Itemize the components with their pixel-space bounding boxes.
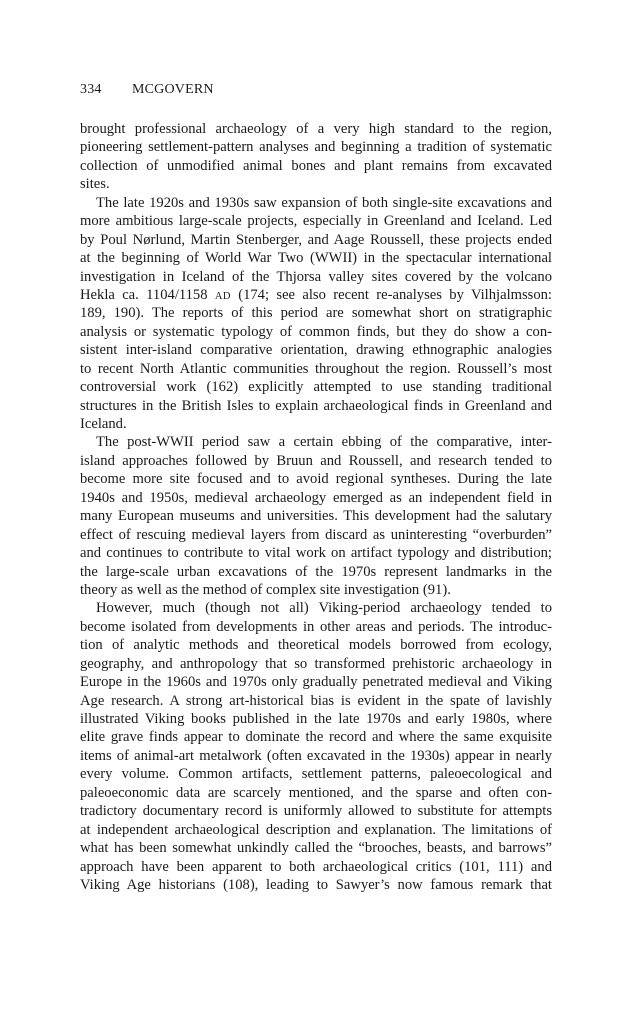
text-line: items of animal-art metalwork (often excavated in the 1930s) appear in nearly [80,747,552,764]
text-line: pioneering settlement-pattern analyses and beginning a tradition of systematic [80,139,552,156]
text-line: collection of unmodified animal bones and plant remains from excavated [80,157,552,174]
text-line: by Poul Nørlund, Martin Stenberger, and Aage Roussell, these projects ended [80,231,552,248]
running-title: MCGOVERN [132,82,214,97]
text-line: The post-WWII period saw a certain ebbing of the comparative, inter- [96,434,552,451]
text-line: illustrated Viking books published in the late 1970s and early 1980s, where [80,711,552,727]
text-line: Viking Age historians (108), leading to Sawyer’s now famous remark that [80,876,552,893]
text-line: Iceland. [80,416,127,432]
text-line: analysis or systematic typology of common finds, but they do show a con- [80,323,552,340]
text-line: at the beginning of World War Two (WWII) in the spectacular international [80,250,552,267]
text-line: island approaches followed by Bruun and Roussell, and research tended to [80,452,552,469]
text-line: become more site focused and to avoid regional syntheses. During the late [80,471,552,488]
text-line: Age research. A strong art-historical bias is evident in the spate of lavishly [80,692,552,709]
text-line: what has been somewhat unkindly called the “brooches, beasts, and barrows” [80,840,552,857]
text-line: Europe in the 1960s and 1970s only gradually penetrated medieval and Viking [80,674,552,691]
text-line: geography, and anthropology that so transformed prehistoric archaeology in [80,655,552,672]
text-line: many European museums and universities. This development had the salutary [80,508,552,525]
text-line: and continues to contribute to vital work on artifact typology and distribution; [80,545,552,562]
running-header [80,82,214,98]
text-line: 1940s and 1950s, medieval archaeology emerged as an independent field in [80,489,552,506]
text-line: sites. [80,176,110,193]
text-line: at independent archaeological description and explanation. The limitations of [80,821,552,838]
text-line: sistent inter-island comparative orientation, drawing ethnographic analogies [80,342,552,359]
text-line: to recent North Atlantic communities throughout the region. Roussell’s most [80,360,552,377]
text-line: approach have been apparent to both archaeological critics (101, 111) and [80,858,552,875]
text-line: tion of analytic methods and theoretical models borrowed from ecology, [80,637,552,654]
text-line: The late 1920s and 1930s saw expansion of both single-site excavations and [96,194,552,211]
text-line: more ambitious large-scale projects, especially in Greenland and Iceland. Led [80,213,552,230]
text-line: 189, 190). The reports of this period are somewhat short on stratigraphic [80,305,552,322]
text-line: elite grave finds appear to dominate the record and where the same exquisite [80,729,552,746]
text-line: become isolated from developments in other areas and periods. The introduc- [80,618,552,635]
text-line: controversial work (162) explicitly attempted to use standing traditional [80,379,552,396]
text-line: Hekla ca. 1104/1158 AD (174; see also recent re-analyses by Vilhjalmsson: [80,286,552,303]
page-number: 334 [80,82,102,97]
text-line: investigation in Iceland of the Thjorsa valley sites covered by the volcano [80,268,552,285]
text-line: brought professional archaeology of a very high standard to the region, [80,121,552,137]
body-text [80,120,552,894]
text-line: the large-scale urban excavations of the 1970s represent landmarks in the [80,563,552,580]
text-line: tradictory documentary record is uniformly allowed to substitute for attempts [80,803,552,820]
text-line: paleoeconomic data are scarcely mentioned, and the sparse and often con- [80,784,552,801]
text-line: every volume. Common artifacts, settlement patterns, paleoecological and [80,766,552,783]
text-line: theory as well as the method of complex site investigation (91). [80,581,451,598]
text-line: structures in the British Isles to explain archaeological finds in Greenland and [80,397,552,414]
text-line: effect of rescuing medieval layers from discard as uninteresting “overburden” [80,526,552,543]
text-line: However, much (though not all) Viking-period archaeology tended to [96,600,552,617]
